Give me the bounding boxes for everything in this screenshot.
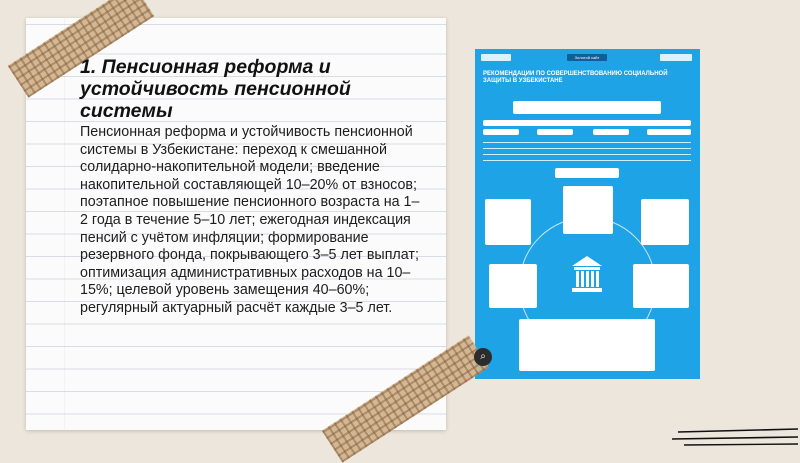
poster-box-right bbox=[641, 199, 689, 245]
poster-tab-4 bbox=[647, 129, 691, 135]
poster-logo-right bbox=[660, 54, 692, 61]
paper-margin bbox=[64, 18, 65, 430]
poster-box-bottom-left bbox=[489, 264, 537, 308]
poster-tab-2 bbox=[537, 129, 573, 135]
slide-title: 1. Пенсионная реформа и устойчивость пенсионной системы bbox=[80, 56, 351, 122]
poster-box-left bbox=[485, 199, 531, 245]
poster-logo-left bbox=[481, 54, 511, 61]
poster-line bbox=[483, 148, 691, 149]
slide-body-text: Пенсионная реформа и устойчивость пенсионной системы в Узбекистане: переход к смешанной солидарно-накопительной модели; введение накопительной составляющей 10–20% от взносов; поэтапное повышение пенсионного возраста на 1–2 года в течение 5–10 лет; ежегодная индексация пенсий с учётом инфляции; формирование резервного фонда, покрывающего 3–5 лет выплат; оптимизация административных расходов на 10–15%; целевой уровень замещения 40–60%; регулярный актуарный расчёт каждые 3–5 лет. bbox=[80, 124, 420, 316]
poster-line bbox=[483, 154, 691, 155]
poster-heading: РЕКОМЕНДАЦИИ ПО СОВЕРШЕНСТВОВАНИЮ СОЦИАЛЬНОЙ ЗАЩИТЫ В УЗБЕКИСТАНЕ bbox=[483, 71, 668, 84]
decorative-lines bbox=[670, 420, 800, 450]
poster-box-bottom-right bbox=[633, 264, 689, 308]
poster-line bbox=[483, 142, 691, 143]
poster-brand: Золотой сайт bbox=[567, 54, 607, 61]
infographic-poster bbox=[475, 49, 700, 379]
poster-bottom-box bbox=[519, 319, 655, 371]
building-icon bbox=[570, 254, 604, 294]
poster-line bbox=[483, 160, 691, 161]
poster-tab-3 bbox=[593, 129, 629, 135]
poster-center-label bbox=[555, 168, 619, 178]
poster-top-box bbox=[513, 101, 661, 114]
poster-box-top bbox=[563, 186, 613, 234]
image-search-icon[interactable]: ⌕ bbox=[474, 348, 492, 366]
poster-band bbox=[483, 120, 691, 126]
poster-tab-1 bbox=[483, 129, 519, 135]
